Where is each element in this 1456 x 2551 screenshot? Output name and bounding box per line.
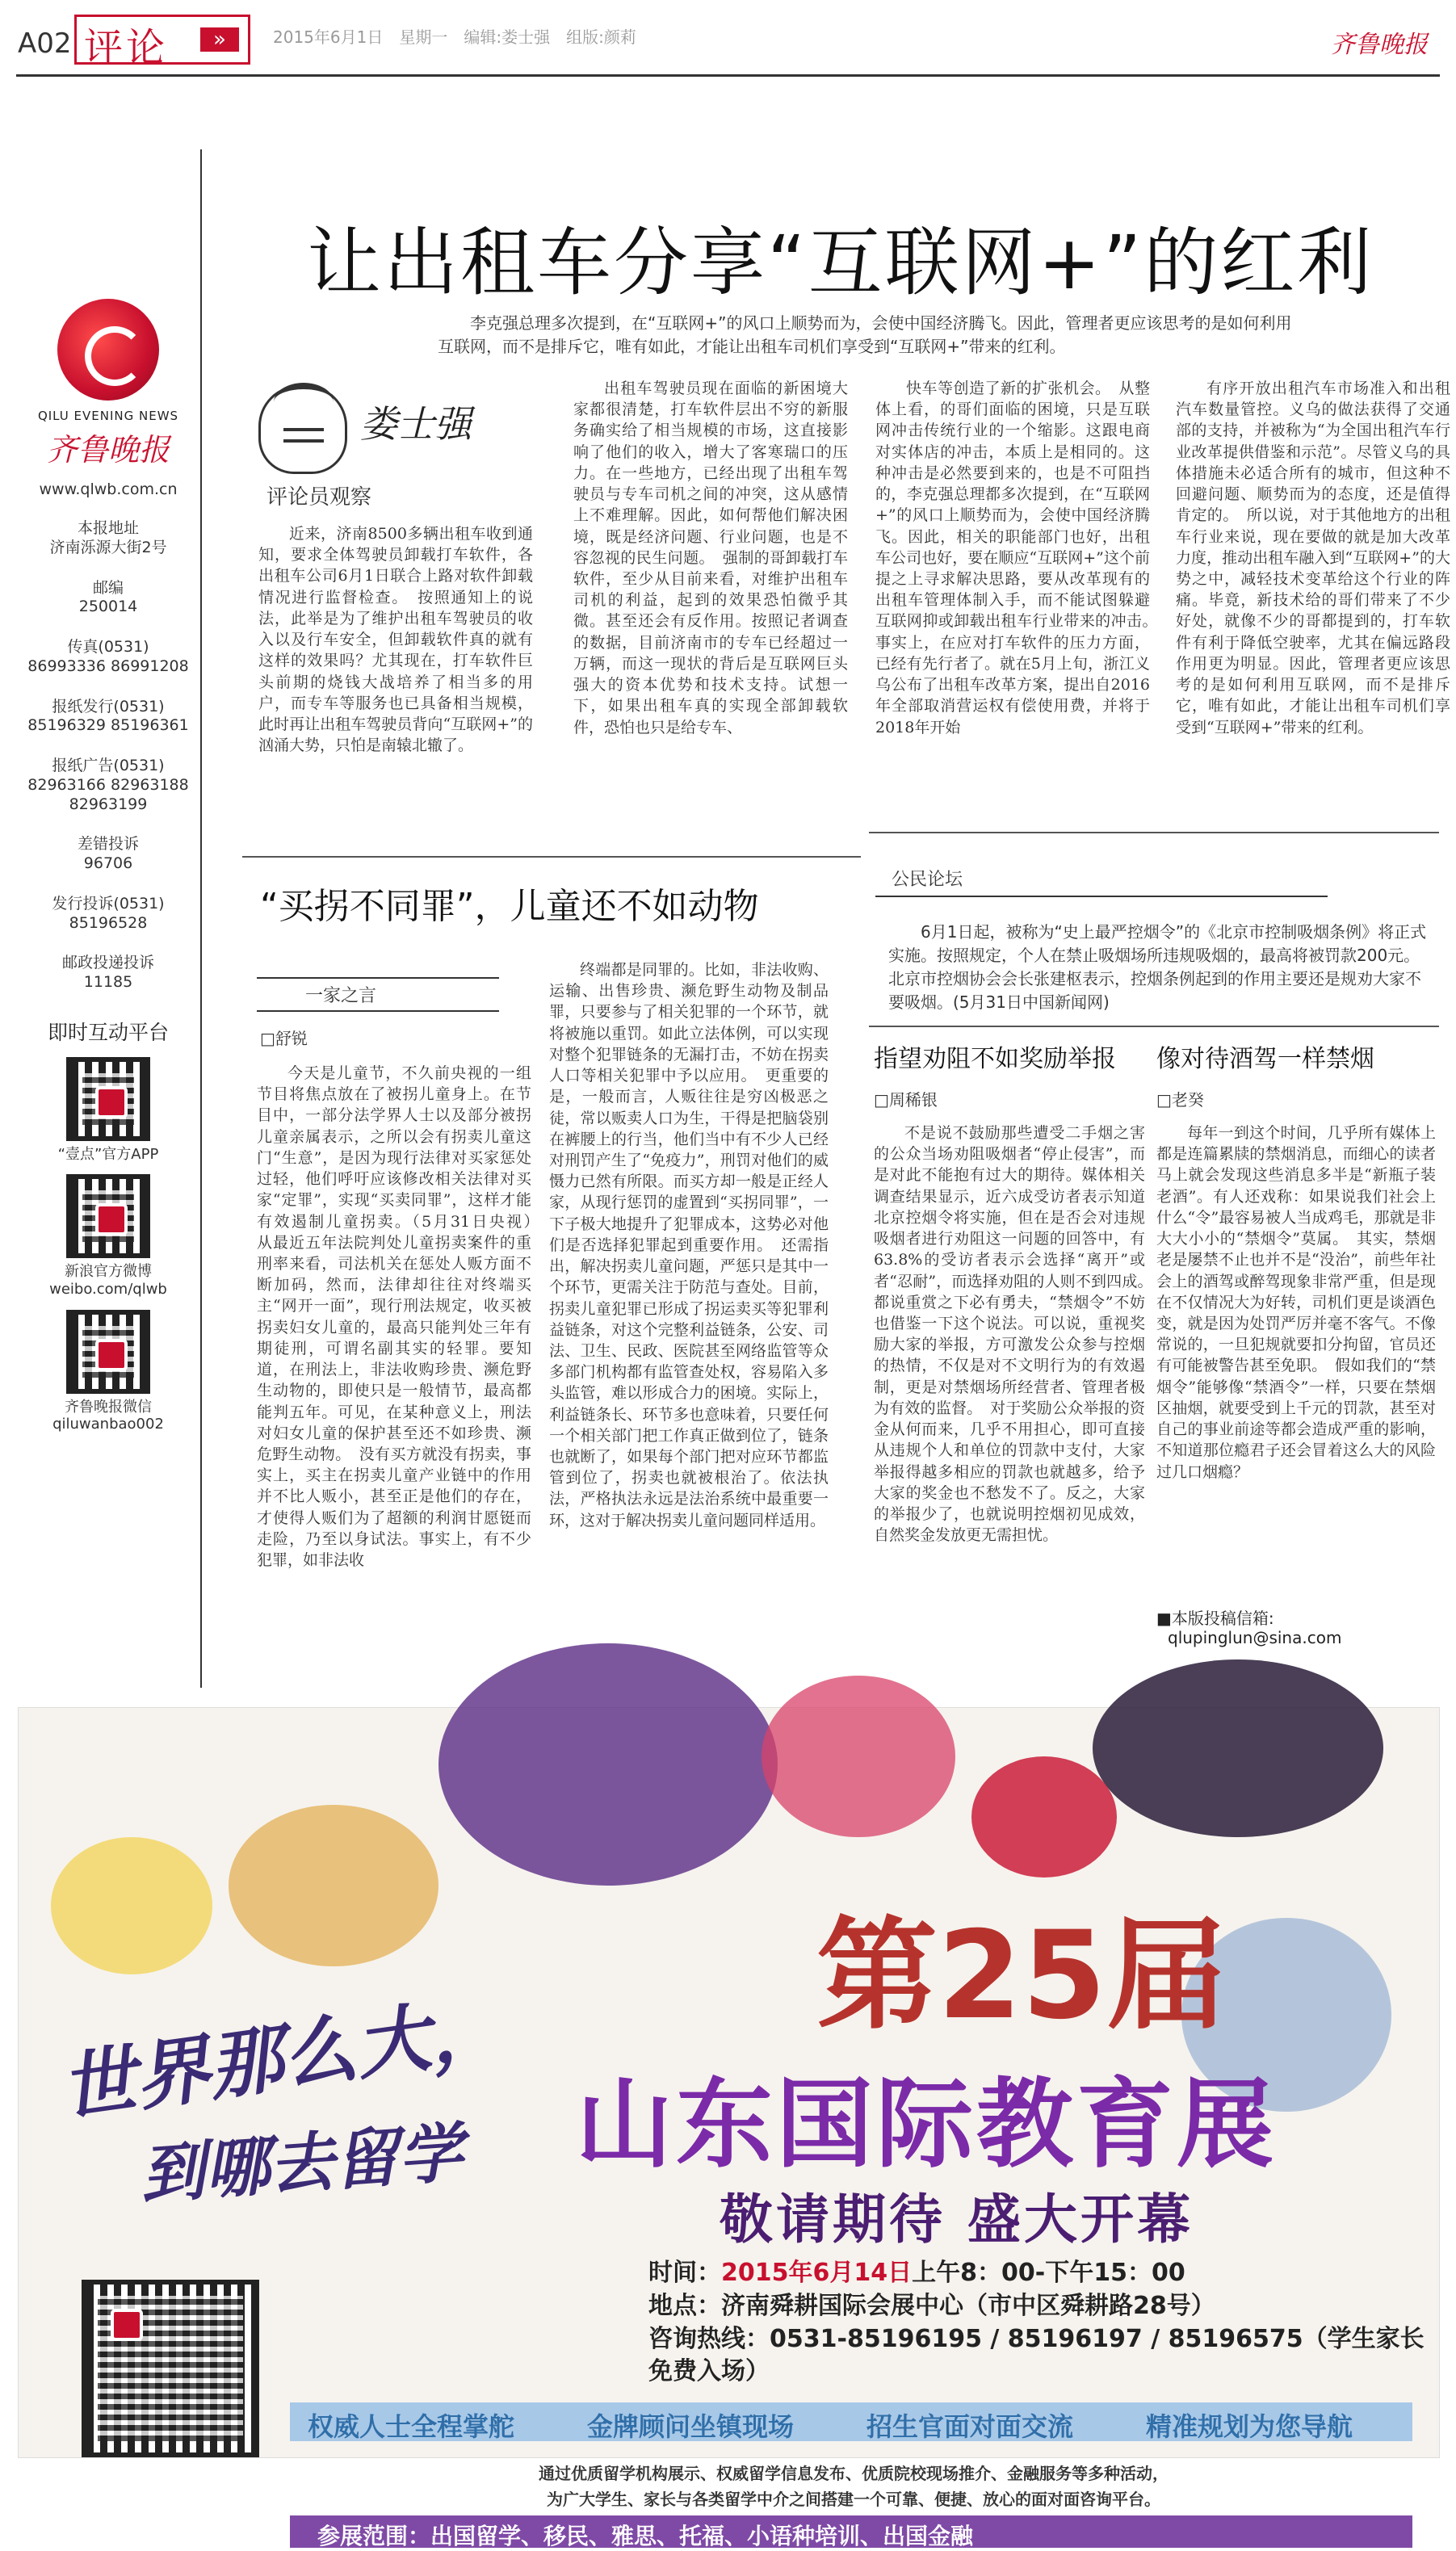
page-number: A02	[18, 27, 72, 60]
info-line: 85196528	[69, 913, 148, 932]
ad-qr-code-icon[interactable]	[82, 2280, 259, 2457]
author-portrait-icon	[258, 385, 347, 474]
header-rule	[16, 74, 1440, 77]
sidebar-cn-name: 齐鲁晚报	[46, 432, 170, 468]
weibo-qr-code-icon[interactable]	[66, 1174, 150, 1258]
author-box	[258, 377, 530, 510]
article-column: 有序开放出租汽车市场准入和出租汽车数量管控。义乌的做法获得了交通部的支持，并被称为“为全国出租汽车行业改革提供借鉴和示范”。尽管义乌的具体措施未必适合所有的城市，但这种不回避问题、顺势而为的态度，还是值得肯定的。 所以说，对于其他地方的出租车行业来说，现在要做的就是加大改革力度，推动出租车融入到“互联网+”的大势之中，减轻技术变革给这个行业的阵痛。毕竟，新技术给的哥们带来了不少好处，就像不少的哥都提到的，打车软件有利于降低空驶率，尤其在偏远路段作用更为明显。因此，管理者更应该思考的是如何利用互联网，而不是排斥它，唯有如此，才能让出租车司机们享受到“互联网+”带来的红利。	[1176, 380, 1450, 736]
ad-date: 2015年6月14日	[721, 2259, 913, 2287]
qr-caption: 新浪官方微博	[65, 1263, 152, 1281]
info-line: 82963166 82963188	[27, 775, 189, 794]
info-line: 邮编	[92, 578, 124, 597]
ad-slogan: 招生官面对面交流	[866, 2411, 1074, 2442]
byline: □周稀银	[874, 1090, 938, 1110]
info-line: 邮政投递投诉	[61, 954, 154, 972]
article-column: 快车等创造了新的扩张机会。 从整体上看，的哥们面临的困境，只是互联网冲击传统行业的一个缩影。这跟电商对实体店的冲击，本质上是相同的。这种冲击是必然要到来的，也是不可阻挡的，李克强总理都多次提到，在“互联网+”的风口上顺势而为，会使中国经济腾飞。因此，相关的职能部门也好，出租车公司也好，要在顺应“互联网+”这个前提之上寻求解决思路，要从改革现有的出租车管理体制入手，而不能试图躲避互联网抑或卸载出租车行业带来的冲击。 事实上，在应对打车软件的压力方面，已经有先行者了。就在5月上旬，浙江义乌公布了出租车改革方案，提出自2016年全部取消营运权有偿使用费，并将于2018年开始	[875, 380, 1166, 736]
article-column: 今天是儿童节，不久前央视的一组节目将焦点放在了被拐儿童身上。在节目中，一部分法学界人士以及部分被拐儿童亲属表示，之所以会有拐卖儿童这门“生意”，是因为现行法律对买家惩处过轻，他们呼吁应该修改相关法律对买家“定罪”，实现“买卖同罪”，这样才能有效遏制儿童拐卖。（5月31日央视） 从最近五年法院判处儿童拐卖案件的重刑率来看，司法机关在惩处人贩方面不断加码，然而，法律却往往对终端买主“网开一面”，现行刑法规定，收买被拐卖妇女儿童的，最高只能判处三年有期徒刑，可谓名副其实的轻罪。要知道，在刑法上，非法收购珍贵、濒危野生动物的，即使只是一般情节，最高都能判五年。可见，在某种意义上，刑法对妇女儿童的保护甚至还不如珍贵、濒危野生动物。 没有买方就没有拐卖，事实上，买主在拐卖儿童产业链中的作用并不比人贩小，甚至正是他们的存在，才使得人贩们为了超额的利润甘愿铤而走险，乃至以身试法。事实上，有不少犯罪，如非法收	[257, 1064, 548, 1570]
section-title: 评论	[84, 25, 169, 70]
info-line: 报纸发行(0531)	[52, 697, 165, 715]
forum-news: 6月1日起，被称为“史上最严控烟令”的《北京市控制吸烟条例》将正式实施。按照规定，个人在禁止吸烟场所违规吸烟的，最高将被罚款200元。北京市控烟协会会长张建枢表示，控烟条例起到的作用主要还是规劝大家不要吸烟。(5月31日中国新闻网)	[888, 922, 1427, 1012]
ad-calligraphy: 世界那么大，	[56, 1983, 510, 2132]
header-brand: 齐鲁晚报	[1331, 31, 1428, 59]
sidebar	[23, 299, 194, 1433]
author-signature: 娄士强	[360, 402, 472, 446]
sidebar-url[interactable]: www.qlwb.com.cn	[39, 480, 178, 498]
newspaper-logo-icon	[57, 299, 159, 401]
ad-slogan: 精准规划为您导航	[1146, 2411, 1353, 2442]
article-column: 每年一到这个时间，几乎所有媒体上都是连篇累牍的禁烟消息，而细心的读者马上就会发现这些消息多半是“新瓶子装老酒”。有人还戏称：如果说我们社会上什么“令”最容易被人当成鸡毛，那就是非大大小小的“禁烟令”莫属。 其实，禁烟老是屡禁不止也并不是“没治”，前些年社会上的酒驾或醉驾现象非常严重，但是现在不仅情况大为好转，司机们更是谈酒色变，就是因为处罚严厉并毫不客气。不像常说的，一旦犯规就要扣分拘留，官员还有可能被警告甚至免职。 假如我们的“禁烟令”能够像“禁酒令”一样，只要在禁烟区抽烟，就要受到上千元的罚款，甚至对自己的事业前途等都会造成严重的影响，不知道那位瘾君子还会冒着这么大的风险过几口烟瘾？	[1156, 1124, 1436, 1481]
ad-subtitle: 敬请期待 盛大开幕	[720, 2188, 1194, 2251]
section-arrow-icon: »	[200, 27, 239, 52]
info-line: 96706	[83, 854, 133, 872]
info-line: 差错投诉	[77, 835, 139, 854]
forum-left-title: 指望劝阻不如奖励举报	[874, 1045, 1116, 1073]
qr-caption: weibo.com/qlwb	[49, 1280, 167, 1298]
article-column: 终端都是同罪的。比如，非法收购、运输、出售珍贵、濒危野生动物及制品罪，只要参与了相关犯罪的一个环节，就将被施以重罚。如此立法体例，可以实现对整个犯罪链条的无漏打击，不妨在拐卖人口等相关犯罪中予以应用。 更重要的是，一般而言，人贩往往是穷凶极恶之徒，常以贩卖人口为生，干得是把脑袋别在裤腰上的行当，他们当中有不少人已经对刑罚产生了“免疫力”，刑罚对他们的威慑力已然有所限。而买方却一般是正经人家，从现行惩罚的虚置到“买拐同罪”，一下子极大地提升了犯罪成本，这势必对他们是否选择犯罪起到重要作用。 还需指出，解决拐卖儿童问题，严惩只是其中一个环节，更需关注于防范与查处。目前，拐卖儿童犯罪已形成了拐运卖买等犯罪利益链条，对这个完整利益链条，公安、司法、卫生、民政、医院甚至网络监管等众多部门机构都有监管查处权，容易陷入多头监管，难以形成合力的困境。实际上，利益链条长、环节多也意味着，只要任何一个相关部门把工作真正做到位了，链条也就断了，如果每个部门把对应环节都监管到位了，拐卖也就被根治了。依法执法，严格执法永远是法治系统中最重要一环，这对于解决拐卖儿童问题同样适用。	[549, 961, 829, 1529]
byline: □舒锐	[260, 1029, 308, 1048]
column-label: 评论员观察	[266, 485, 372, 510]
info-line: 11185	[83, 973, 133, 991]
education-expo-ad	[18, 1707, 1440, 2549]
info-line: 82963199	[69, 795, 148, 813]
qr-caption: “壹点”官方APP	[57, 1145, 159, 1163]
article-column: 近来，济南8500多辆出租车收到通知，要求全体驾驶员卸载打车软件，各出租车公司6月1日联合上路对软件卸载情况进行监督检查。 按照通知上的说法，此举是为了维护出租车驾驶员的收入以及行车安全，但卸载软件真的就有这样的效果吗？尤其现在，打车软件巨头前期的烧钱大战培养了相当多的用户，而专车等服务也已具备相当规模，此时再让出租车驾驶员背向“互联网+”的汹涌大势，只怕是南辕北辙了。	[258, 525, 533, 755]
section-divider	[869, 1026, 1439, 1027]
info-line: 传真(0531)	[67, 638, 149, 656]
second-headline: “买拐不同罪”，儿童还不如动物	[260, 886, 759, 927]
ad-info: 时间：2015年6月14日上午8：00-下午15：00 地点：济南舜耕国际会展中心（市中区舜耕路28号） 咨询热线：0531-85196195 / 85196197 / 85196575（学生家长免费入场）	[648, 2257, 1439, 2389]
main-headline: 让出租车分享“互联网+”的红利	[307, 220, 1374, 306]
page-meta: 2015年6月1日 星期一 编辑:娄士强 组版:颜莉	[273, 27, 636, 47]
qr-caption: qiluwanbao002	[52, 1416, 164, 1433]
forum-tag: 公民论坛	[875, 861, 1328, 897]
qr-caption: 齐鲁晚报微信	[65, 1398, 152, 1416]
main-lead: 李克强总理多次提到，在“互联网+”的风口上顺势而为，会使中国经济腾飞。因此，管理者更应该思考的是如何利用互联网，而不是排斥它，唯有如此，才能让出租车司机们享受到“互联网+”带来的红利。	[438, 313, 1292, 356]
article-column: 出租车驾驶员现在面临的新困境大家都很清楚，打车软件层出不穷的新服务确实给了相当规模的市场，这直接影响了他们的收入，增大了客寒瑞口的压力。在一些地方，已经出现了出租车驾驶员与专车司机之间的冲突，这从感情上不难理解。因此，如何帮他们解决困境，既是经济问题、行业问题，也是不容忽视的民生问题。 强制的哥卸载打车软件，至少从目前来看，对维护出租车司机的利益，起到的效果恐怕微乎其微。甚至还会有反作用。按照记者调查的数据，目前济南市的专车已经超过一万辆，而这一现状的背后是互联网巨头强大的资本优势和技术支持。试想一下，如果出租车真的实现全部卸载软件，恐怕也只是给专车、	[573, 380, 848, 736]
ad-place: 地点：济南舜耕国际会展中心（市中区舜耕路28号）	[648, 2291, 1215, 2320]
info-line: 报纸广告(0531)	[52, 757, 165, 774]
ad-slogan: 权威人士全程掌舵	[308, 2411, 515, 2442]
info-line: 发行投诉(0531)	[52, 894, 165, 913]
info-line: 本报地址	[77, 519, 139, 537]
info-line: 85196329 85196361	[27, 716, 189, 735]
ad-footer: 参展范围：出国留学、移民、雅思、托福、小语种培训、出国金融	[317, 2523, 974, 2549]
platform-label: 即时互动平台	[47, 1020, 169, 1044]
ad-edition: 第25届	[816, 1906, 1227, 2046]
app-qr-code-icon[interactable]	[66, 1057, 150, 1141]
forum-right-title: 像对待酒驾一样禁烟	[1156, 1045, 1374, 1073]
info-line: 济南泺源大街2号	[49, 538, 167, 556]
ad-slogan: 金牌顾问坐镇现场	[587, 2411, 795, 2442]
column-tag: 一家之言	[257, 977, 499, 1012]
wechat-qr-code-icon[interactable]	[66, 1310, 150, 1394]
info-line: 86993336 86991208	[27, 657, 189, 675]
sidebar-en-name: QILU EVENING NEWS	[37, 409, 179, 423]
sidebar-divider	[200, 149, 202, 1688]
byline: □老癸	[1156, 1090, 1204, 1110]
submit-label: ■本版投稿信箱:	[1156, 1609, 1274, 1628]
ad-title: 山东国际教育展	[576, 2069, 1277, 2181]
ad-phone: 咨询热线：0531-85196195 / 85196197 / 85196575（学生家长免费入场）	[648, 2324, 1425, 2386]
info-line: 250014	[78, 598, 138, 616]
ad-description: 通过优质留学机构展示、权威留学信息发布、优质院校现场推介、金融服务等多种活动， 为广大学生、家长与各类留学中介之间搭建一个可靠、便捷、放心的面对面咨询平台。	[539, 2464, 1169, 2509]
section-divider	[869, 832, 1439, 833]
submit-email[interactable]: qlupinglun@sina.com	[1168, 1628, 1342, 1647]
section-divider	[242, 856, 861, 858]
article-column: 不是说不鼓励那些遭受二手烟之害的公众当场劝阻吸烟者“停止侵害”，而是对此不能抱有过大的期待。媒体相关调查结果显示，近六成受访者表示知道北京控烟令将实施，但在是否会对违规吸烟者进行劝阻这一问题的回答中，有63.8%的受访者表示会选择“离开”或者“忍耐”，而选择劝阻的人则不到四成。 都说重赏之下必有勇夫，“禁烟令”不妨也借鉴一下这个说法。可以说，重视奖励大家的举报，方可激发公众参与控烟的热情，不仅是对不文明行为的有效遏制，更是对禁烟场所经营者、管理者极为有效的监督。 对于奖励公众举报的资金从何而来，几乎不用担心，即可直接从违规个人和单位的罚款中支付，大家举报得越多相应的罚款也就越多，给予大家的奖金也不愁发不了。反之，大家的举报少了，也就说明控烟初见成效，自然奖金发放更无需担忧。	[874, 1124, 1161, 1545]
ad-calligraphy: 到哪去留学	[137, 2114, 466, 2213]
